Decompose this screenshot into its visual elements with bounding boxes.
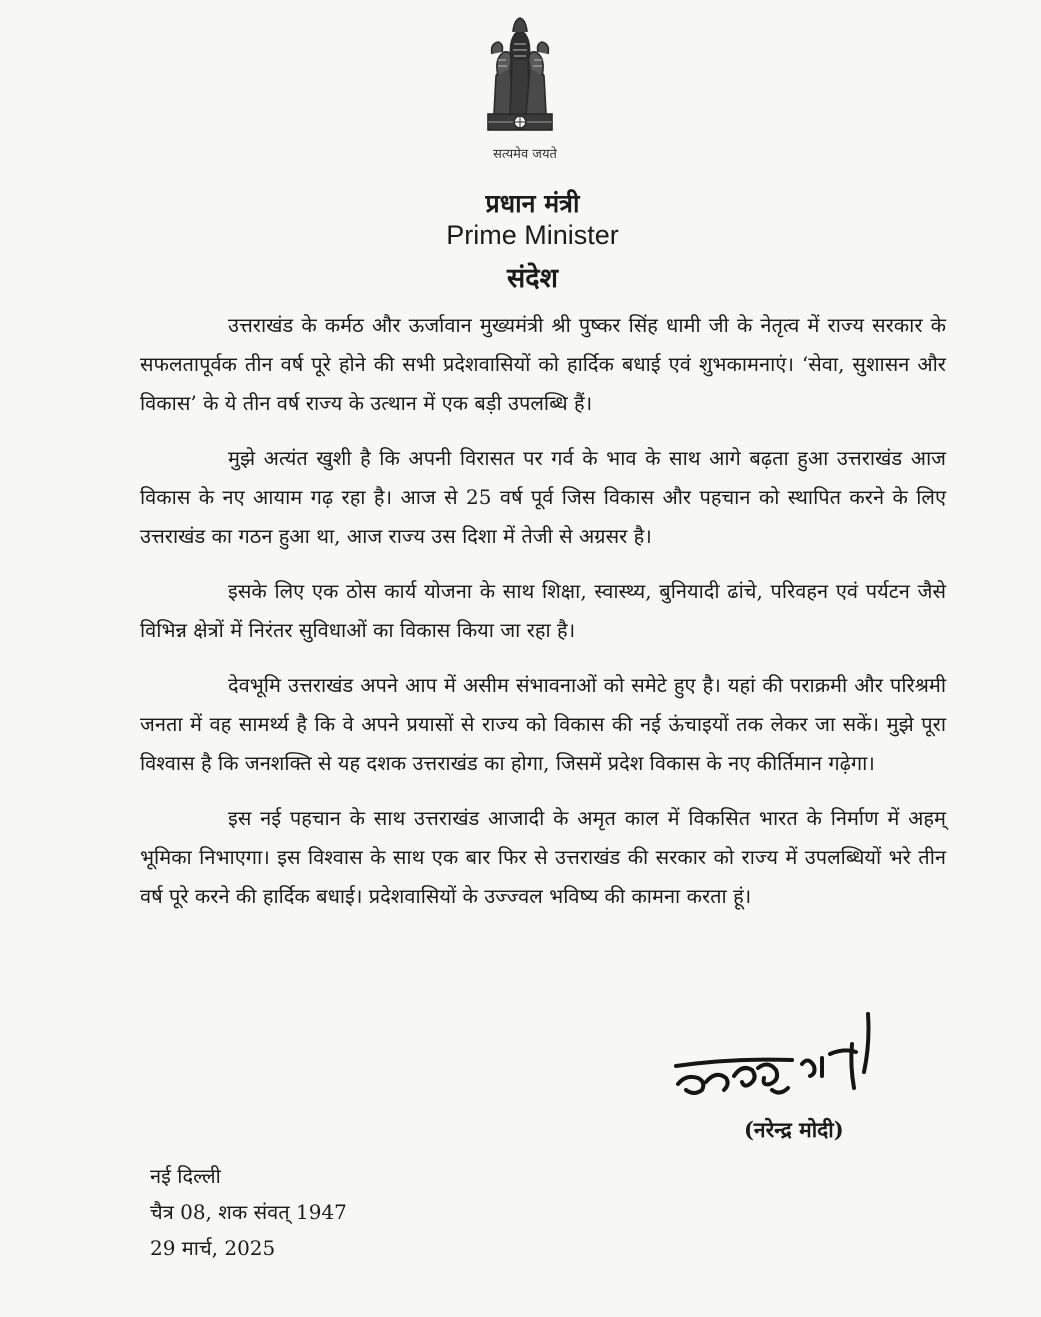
paragraph-5: इस नई पहचान के साथ उत्तराखंड आजादी के अमृत काल में विकसित भारत के निर्माण में अहम् भूमिका निभाएगा। इस विश्वास के साथ एक बार फिर से उत्तराखंड की सरकार को राज्य में उपलब्धियों भरे तीन वर्ष पूरे करने की हार्दिक बधाई। प्रदेशवासियों के उज्ज्वल भविष्य की कामना करता हूं। bbox=[140, 806, 946, 908]
emblem-motto: सत्यमेव जयते bbox=[493, 147, 557, 162]
place: नई दिल्ली bbox=[150, 1164, 221, 1188]
signer-name: (नरेन्द्र मोदी) bbox=[744, 1117, 844, 1142]
letter-subject: संदेश bbox=[507, 263, 558, 294]
date-saka: चैत्र 08, शक संवत् 1947 bbox=[150, 1200, 347, 1224]
office-title-english: Prime Minister bbox=[446, 220, 619, 250]
handwritten-signature bbox=[672, 1004, 894, 1114]
letter-body bbox=[140, 306, 946, 932]
date-gregorian: 29 मार्च, 2025 bbox=[150, 1236, 276, 1260]
paragraph-3: इसके लिए एक ठोस कार्य योजना के साथ शिक्षा, स्वास्थ्य, बुनियादी ढांचे, परिवहन एवं पर्यटन जैसे विभिन्न क्षेत्रों में निरंतर सुविधाओं का विकास किया जा रहा है। bbox=[140, 579, 946, 642]
national-emblem-icon bbox=[480, 14, 560, 144]
letter-footer bbox=[150, 1158, 550, 1266]
office-title-hindi: प्रधान मंत्री bbox=[485, 189, 580, 218]
paragraph-2: मुझे अत्यंत खुशी है कि अपनी विरासत पर गर्व के भाव के साथ आगे बढ़ता हुआ उत्तराखंड आज विकास के नए आयाम गढ़ रहा है। आज से 25 वर्ष पूर्व जिस विकास और पहचान को स्थापित करने के लिए उत्तराखंड का गठन हुआ था, आज राज्य उस दिशा में तेजी से अग्रसर है। bbox=[140, 446, 946, 548]
paragraph-1: उत्तराखंड के कर्मठ और ऊर्जावान मुख्यमंत्री श्री पुष्कर सिंह धामी जी के नेतृत्व में राज्य सरकार के सफलतापूर्वक तीन वर्ष पूरे होने की सभी प्रदेशवासियों को हार्दिक बधाई एवं शुभकामनाएं। ‘सेवा, सुशासन और विकास’ के ये तीन वर्ष राज्य के उत्थान में एक बड़ी उपलब्धि हैं। bbox=[140, 313, 946, 415]
paragraph-4: देवभूमि उत्तराखंड अपने आप में असीम संभावनाओं को समेटे हुए है। यहां की पराक्रमी और परिश्रमी जनता में वह सामर्थ्य है कि वे अपने प्रयासों से राज्य को विकास की नई ऊंचाइयों तक लेकर जा सकें। मुझे पूरा विश्वास है कि जनशक्ति से यह दशक उत्तराखंड का होगा, जिसमें प्रदेश विकास के नए कीर्तिमान गढ़ेगा। bbox=[140, 673, 946, 775]
